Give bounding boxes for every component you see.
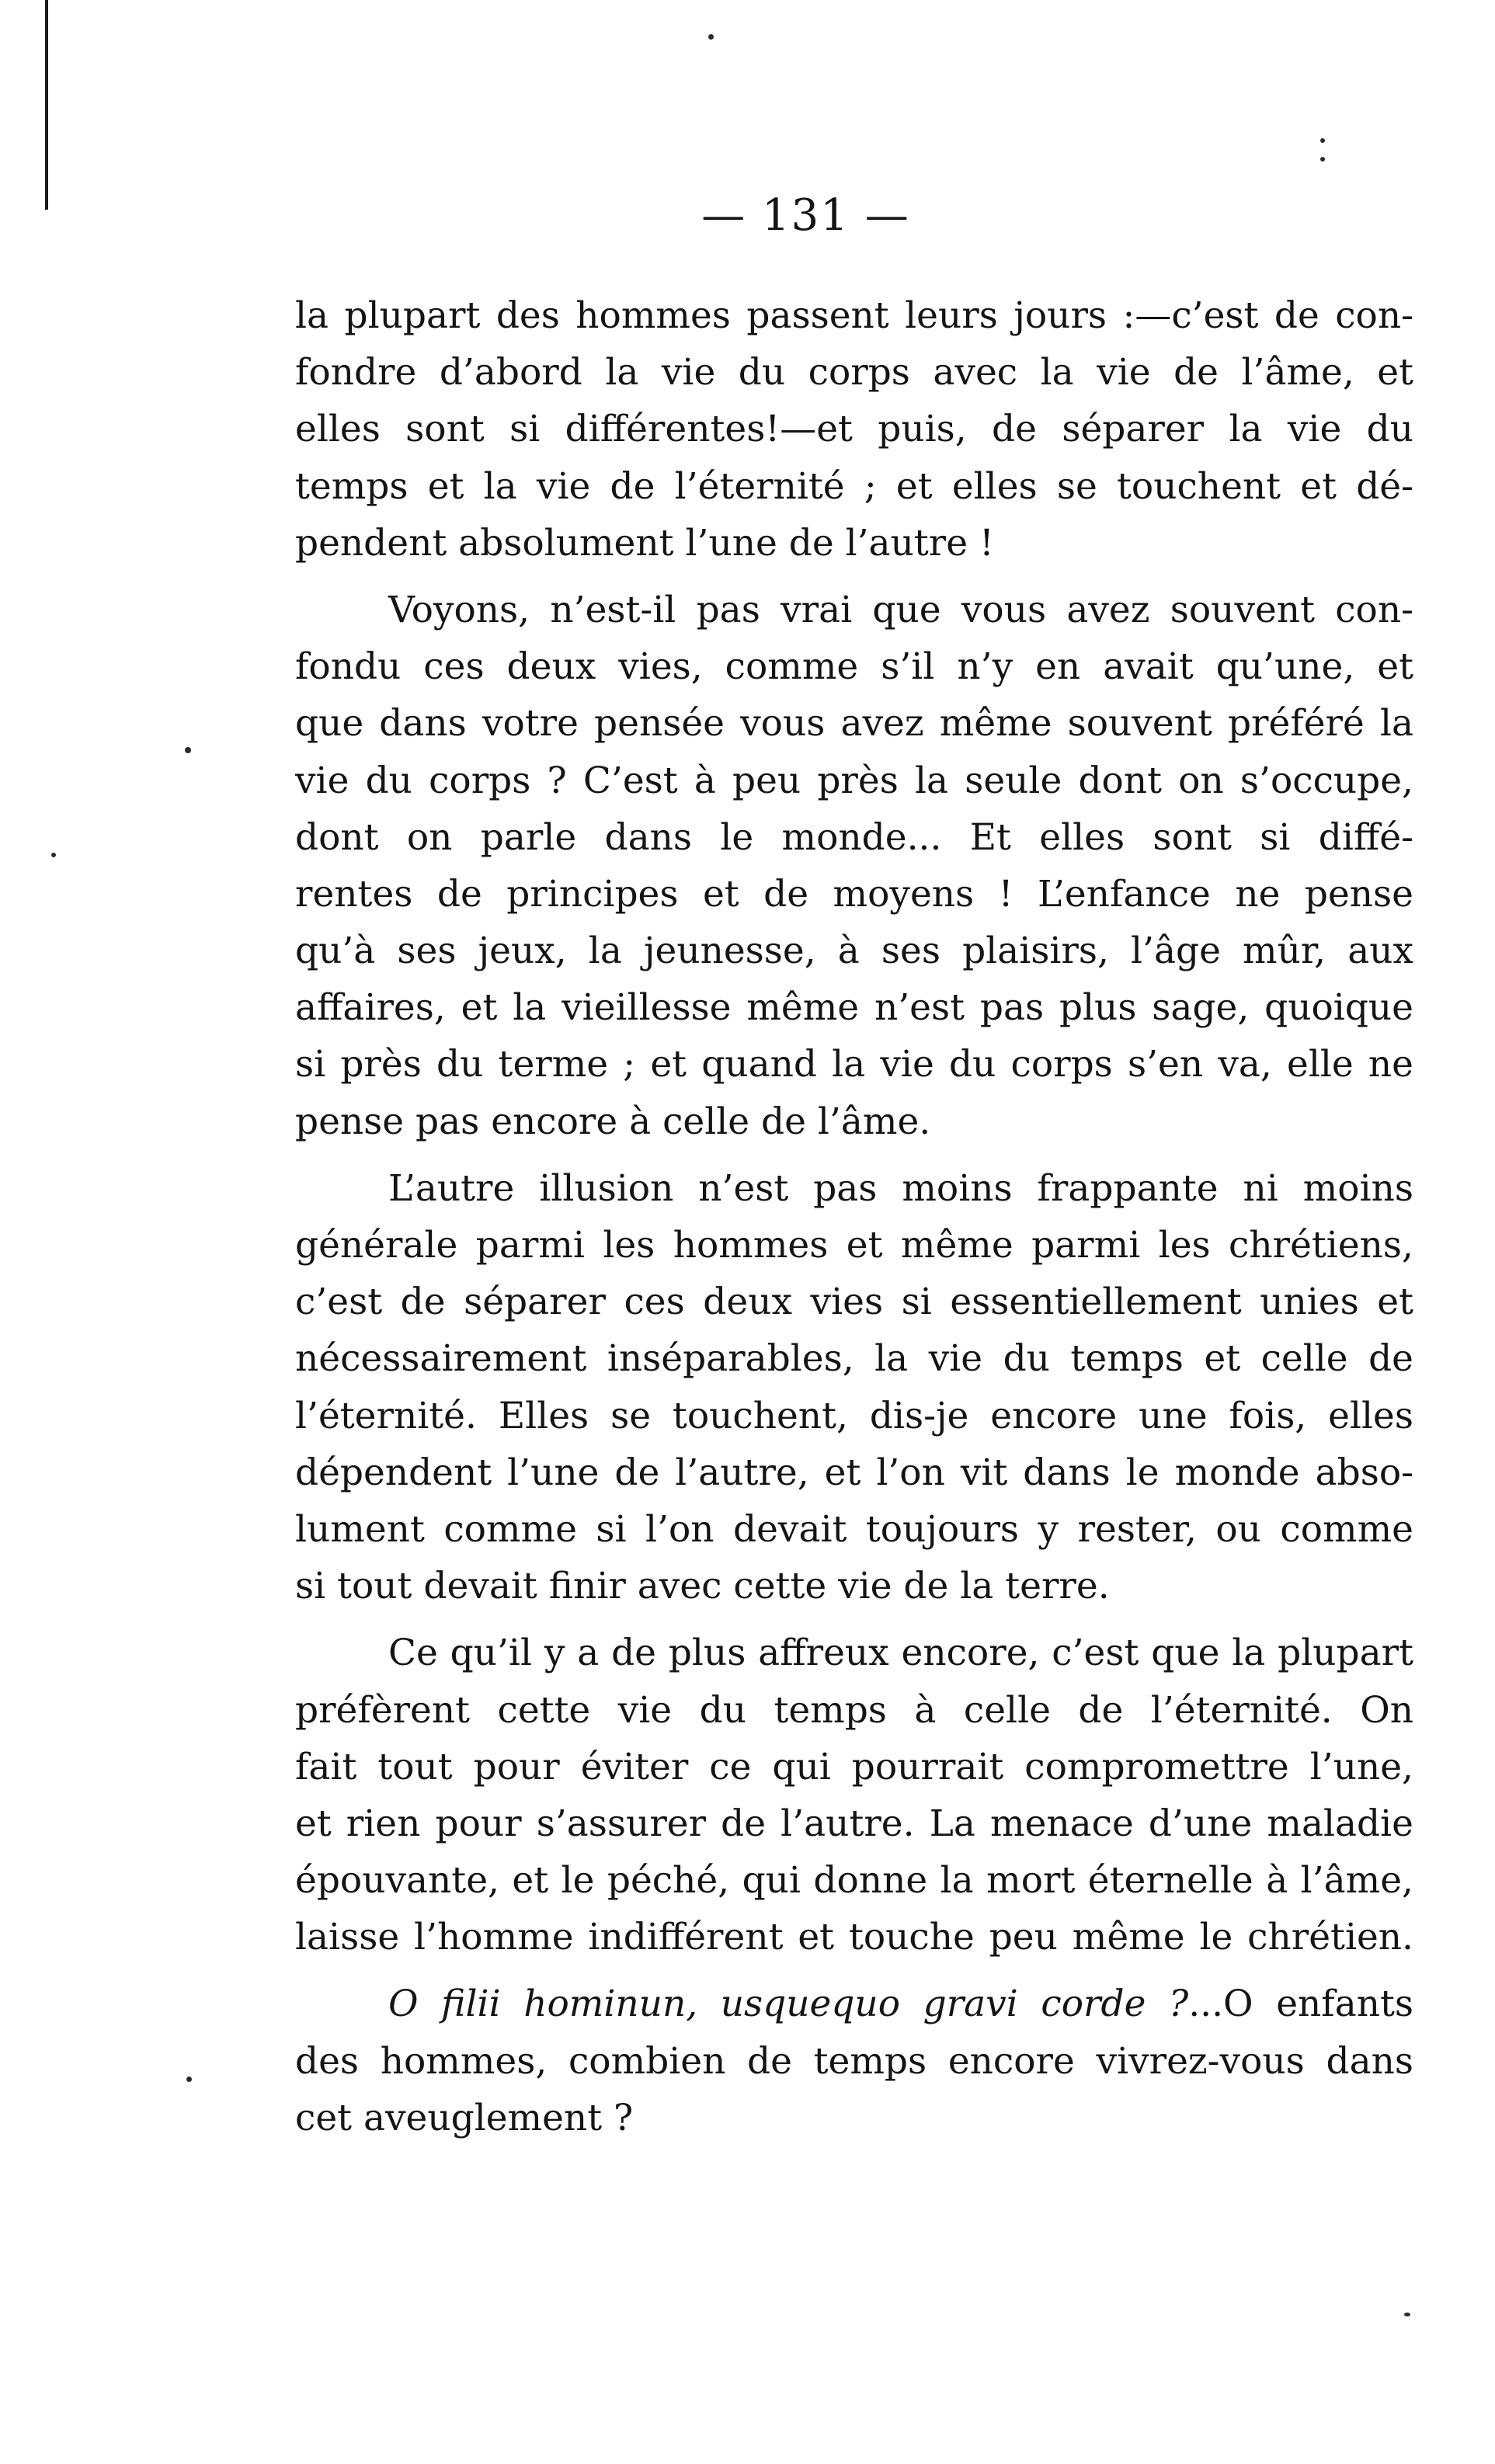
text-line: laisse l’homme indifférent et touche peu même le chrétien. (295, 1916, 1413, 1959)
scan-speck (186, 2077, 192, 2082)
text-line: pendent absolument l’une de l’autre ! (295, 521, 994, 565)
text-line: lument comme si l’on devait toujours y rester, ou comme (295, 1507, 1413, 1551)
paragraph-gap (295, 1150, 1413, 1160)
line-text: ...O enfants (1188, 1983, 1413, 2026)
scan-speck (708, 34, 714, 40)
text-line: la plupart des hommes passent leurs jours :—c’est de con- (295, 294, 1413, 337)
scan-speck (1404, 2313, 1410, 2316)
page-number: — 131 — (701, 190, 910, 241)
paragraph-gap (295, 572, 1413, 582)
text-line: affaires, et la vieillesse même n’est pas plus sage, quoique (295, 986, 1413, 1030)
text-line: elles sont si différentes!—et puis, de séparer la vie du (295, 408, 1413, 451)
text-line: Voyons, n’est-il pas vrai que vous avez souvent con- (388, 588, 1413, 631)
text-line: si près du terme ; et quand la vie du corps s’en va, elle ne (295, 1043, 1413, 1086)
text-line: si tout devait finir avec cette vie de la terre. (295, 1565, 1110, 1608)
text-line: fondre d’abord la vie du corps avec la vie de l’âme, et (295, 351, 1413, 394)
text-line: l’éternité. Elles se touchent, dis-je encore une fois, elles (295, 1394, 1413, 1437)
text-line: Ce qu’il y a de plus affreux encore, c’est que la plupart (388, 1632, 1413, 1675)
paragraph-gap (295, 1614, 1413, 1625)
text-line: préfèrent cette vie du temps à celle de l’éternité. On (295, 1688, 1413, 1732)
text-line: vie du corps ? C’est à peu près la seule dont on s’occupe, (295, 759, 1413, 802)
scan-margin-line (45, 0, 48, 210)
scan-speck (185, 747, 191, 753)
text-line: générale parmi les hommes et même parmi les chrétiens, (295, 1224, 1413, 1267)
text-line: épouvante, et le péché, qui donne la mort éternelle à l’âme, (295, 1859, 1413, 1903)
text-line: rentes de principes et de moyens ! L’enfance ne pense (295, 872, 1413, 916)
text-line: fait tout pour éviter ce qui pourrait compromettre l’une, (295, 1745, 1413, 1788)
text-line: des hommes, combien de temps encore vivrez-vous dans (295, 2039, 1413, 2083)
text-line: nécessairement inséparables, la vie du temps et celle de (295, 1337, 1413, 1381)
body-text (295, 287, 1413, 2146)
text-line: c’est de séparer ces deux vies si essentiellement unies et (295, 1281, 1413, 1324)
scan-speck (1320, 157, 1325, 162)
paragraph-gap (295, 1965, 1413, 1976)
scan-speck (51, 853, 56, 857)
text-line: fondu ces deux vies, comme s’il n’y en avait qu’une, et (295, 645, 1413, 689)
text-line: et rien pour s’assurer de l’autre. La menace d’une maladie (295, 1802, 1413, 1845)
text-line: L’autre illusion n’est pas moins frappante ni moins (388, 1166, 1413, 1210)
text-line: dont on parle dans le monde... Et elles sont si diffé- (295, 815, 1413, 859)
text-line: qu’à ses jeux, la jeunesse, à ses plaisirs, l’âge mûr, aux (295, 930, 1413, 973)
text-line: temps et la vie de l’éternité ; et elles se touchent et dé- (295, 464, 1413, 508)
scan-speck (1320, 138, 1325, 143)
text-line: pense pas encore à celle de l’âme. (295, 1100, 931, 1143)
text-line: que dans votre pensée vous avez même souvent préféré la (295, 702, 1413, 745)
text-line: cet aveuglement ? (295, 2096, 634, 2139)
text-line (295, 1976, 1413, 2032)
latin-quote: O filii hominun, usquequo gravi corde ? (388, 1983, 1189, 2026)
text-line: dépendent l’une de l’autre, et l’on vit dans le monde abso- (295, 1451, 1413, 1494)
